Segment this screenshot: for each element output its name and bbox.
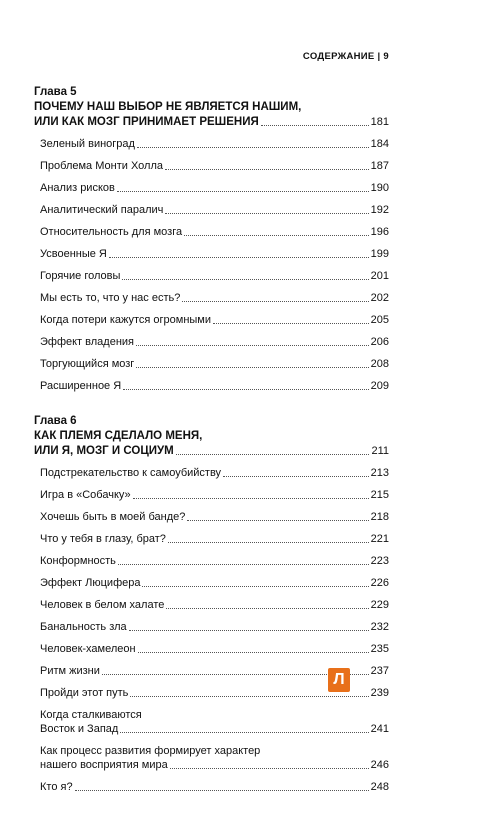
dot-leader <box>168 542 369 543</box>
entry-title: Конформность <box>40 555 116 567</box>
dot-leader <box>122 279 368 280</box>
dot-leader <box>130 696 368 697</box>
chapter-title-line: ИЛИ КАК МОЗГ ПРИНИМАЕТ РЕШЕНИЯ <box>34 116 259 128</box>
page-number: 237 <box>370 665 389 677</box>
page-number: 190 <box>370 182 389 194</box>
page-number: 221 <box>370 533 389 545</box>
toc-entry[interactable] <box>40 576 389 590</box>
entry-title: Человек-хамелеон <box>40 643 136 655</box>
entry-title: Игра в «Собачку» <box>40 489 131 501</box>
page-number: 232 <box>370 621 389 633</box>
dot-leader <box>75 790 369 791</box>
toc-entry[interactable] <box>40 598 389 612</box>
entry-title: Усвоенные Я <box>40 248 107 260</box>
chapter-title <box>34 429 389 458</box>
entry-title: Когда потери кажутся огромными <box>40 314 212 326</box>
toc-entry[interactable] <box>40 510 389 524</box>
dot-leader <box>137 147 369 148</box>
toc-entry[interactable] <box>40 379 389 393</box>
toc-entry[interactable] <box>40 247 389 261</box>
page-number: 215 <box>370 489 389 501</box>
page-number: 241 <box>370 723 389 735</box>
page-number: 213 <box>370 467 389 479</box>
page-number: 211 <box>371 445 389 457</box>
page-number: 192 <box>370 204 389 216</box>
dot-leader <box>187 520 368 521</box>
entry-title: Относительность для мозга <box>40 226 183 238</box>
chapter-title-line: ИЛИ Я, МОЗГ И СОЦИУМ <box>34 445 174 457</box>
entry-title: Эффект владения <box>40 336 134 348</box>
dot-leader <box>182 301 368 302</box>
toc-entry[interactable] <box>40 203 389 217</box>
chapter-label: Глава 6 <box>34 415 77 427</box>
page-number: 202 <box>370 292 389 304</box>
page-number: 209 <box>370 380 389 392</box>
dot-leader <box>133 498 369 499</box>
entry-title: Хочешь быть в моей банде? <box>40 511 186 523</box>
page-number: 246 <box>370 759 389 771</box>
dot-leader <box>117 191 369 192</box>
dot-leader <box>123 389 368 390</box>
dot-leader <box>136 367 368 368</box>
page-number: 239 <box>370 687 389 699</box>
toc-entry[interactable] <box>40 137 389 151</box>
publisher-logo: Л <box>328 668 350 692</box>
dot-leader <box>184 235 369 236</box>
dot-leader <box>165 169 369 170</box>
page-number: 199 <box>370 248 389 260</box>
toc-entry[interactable] <box>40 313 389 327</box>
toc-entry[interactable] <box>40 642 389 656</box>
page-number: 235 <box>370 643 389 655</box>
toc-entry[interactable] <box>40 225 389 239</box>
toc-entry[interactable] <box>40 466 389 480</box>
entry-title: Анализ рисков <box>40 182 115 194</box>
table-of-contents <box>34 86 389 816</box>
dot-leader <box>176 454 370 455</box>
toc-entry[interactable] <box>40 335 389 349</box>
entry-title: Банальность зла <box>40 621 127 633</box>
chapter-title-line: ПОЧЕМУ НАШ ВЫБОР НЕ ЯВЛЯЕТСЯ НАШИМ, <box>34 101 302 113</box>
entry-title: Зеленый виноград <box>40 138 135 150</box>
running-head: СОДЕРЖАНИЕ | 9 <box>302 51 389 62</box>
chapter-5 <box>34 86 389 393</box>
page-number: 206 <box>370 336 389 348</box>
chapter-6 <box>34 415 389 794</box>
toc-entry[interactable] <box>40 744 389 772</box>
entry-title: Проблема Монти Холла <box>40 160 163 172</box>
entry-list <box>40 466 389 794</box>
page-number: 205 <box>370 314 389 326</box>
entry-title: Ритм жизни <box>40 665 100 677</box>
page-number: 248 <box>370 781 389 793</box>
page-number: 229 <box>370 599 389 611</box>
entry-title: Пройди этот путь <box>40 687 129 699</box>
dot-leader <box>120 732 368 733</box>
toc-entry[interactable] <box>40 357 389 371</box>
entry-title-line: Как процесс развития формирует характер <box>40 745 261 757</box>
page-number: 187 <box>370 160 389 172</box>
toc-entry[interactable] <box>40 488 389 502</box>
chapter-title <box>34 100 389 129</box>
page-number: 218 <box>370 511 389 523</box>
toc-entry[interactable] <box>40 708 389 736</box>
dot-leader <box>261 125 369 126</box>
page-number: 184 <box>370 138 389 150</box>
toc-entry[interactable] <box>40 159 389 173</box>
entry-title-line: Когда сталкиваются <box>40 709 142 721</box>
dot-leader <box>166 608 368 609</box>
page-number: 223 <box>370 555 389 567</box>
chapter-title-row[interactable] <box>34 115 389 129</box>
dot-leader <box>223 476 369 477</box>
entry-title: Мы есть то, что у нас есть? <box>40 292 181 304</box>
entry-row <box>40 758 389 772</box>
entry-row <box>40 722 389 736</box>
dot-leader <box>138 652 369 653</box>
entry-title: Торгующийся мозг <box>40 358 135 370</box>
dot-leader <box>142 586 368 587</box>
chapter-label: Глава 5 <box>34 86 77 98</box>
page-number: 208 <box>370 358 389 370</box>
entry-title: Расширенное Я <box>40 380 122 392</box>
entry-title: Горячие головы <box>40 270 121 282</box>
toc-entry[interactable] <box>40 620 389 634</box>
entry-title: Восток и Запад <box>40 723 119 735</box>
entry-list <box>40 137 389 393</box>
toc-entry[interactable] <box>40 269 389 283</box>
entry-title: Человек в белом халате <box>40 599 165 611</box>
page-number: 201 <box>370 270 389 282</box>
entry-title: Эффект Люцифера <box>40 577 141 589</box>
dot-leader <box>170 768 369 769</box>
toc-entry[interactable] <box>40 780 389 794</box>
entry-title: нашего восприятия мира <box>40 759 168 771</box>
dot-leader <box>118 564 369 565</box>
toc-entry[interactable] <box>40 291 389 305</box>
toc-entry[interactable] <box>40 554 389 568</box>
page-number: 181 <box>370 116 389 128</box>
page-number: 226 <box>370 577 389 589</box>
dot-leader <box>129 630 369 631</box>
toc-entry[interactable] <box>40 532 389 546</box>
toc-entry[interactable] <box>40 181 389 195</box>
entry-title: Аналитический паралич <box>40 204 164 216</box>
dot-leader <box>165 213 368 214</box>
entry-title: Кто я? <box>40 781 73 793</box>
dot-leader <box>136 345 369 346</box>
dot-leader <box>213 323 369 324</box>
entry-title: Подстрекательство к самоубийству <box>40 467 222 479</box>
chapter-title-line: КАК ПЛЕМЯ СДЕЛАЛО МЕНЯ, <box>34 430 203 442</box>
dot-leader <box>109 257 369 258</box>
entry-title: Что у тебя в глазу, брат? <box>40 533 166 545</box>
chapter-title-row[interactable] <box>34 444 389 458</box>
page-number: 196 <box>370 226 389 238</box>
